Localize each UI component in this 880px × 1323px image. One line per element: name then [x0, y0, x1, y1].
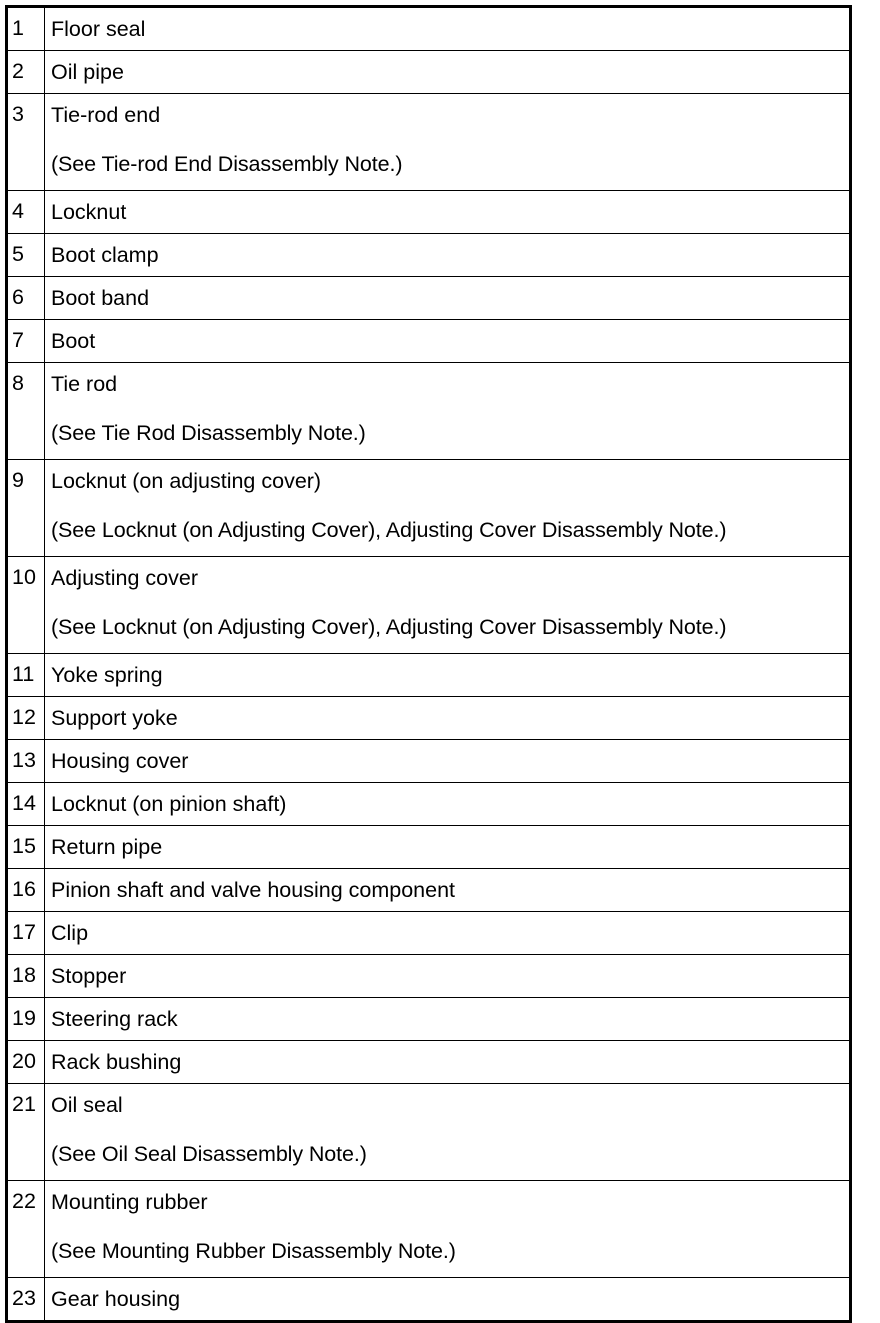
part-description	[45, 912, 851, 955]
part-name: Return pipe	[51, 835, 163, 859]
part-description	[45, 320, 851, 363]
part-description	[45, 1181, 851, 1278]
table-row	[7, 998, 851, 1041]
part-note: (See Tie Rod Disassembly Note.)	[51, 421, 366, 445]
part-name: Pinion shaft and valve housing component	[51, 878, 455, 902]
part-description	[45, 826, 851, 869]
parts-list-body	[7, 7, 851, 1322]
part-note: (See Tie-rod End Disassembly Note.)	[51, 152, 403, 176]
part-number: 10	[7, 557, 45, 654]
part-description	[45, 191, 851, 234]
part-number: 4	[7, 191, 45, 234]
part-description	[45, 460, 851, 557]
part-description	[45, 7, 851, 51]
part-description	[45, 1084, 851, 1181]
part-number: 23	[7, 1278, 45, 1322]
table-row	[7, 1278, 851, 1322]
part-name: Boot clamp	[51, 243, 159, 267]
part-name: Tie-rod end	[51, 103, 161, 127]
part-number: 18	[7, 955, 45, 998]
part-description	[45, 998, 851, 1041]
table-row	[7, 191, 851, 234]
part-number: 21	[7, 1084, 45, 1181]
table-row	[7, 460, 851, 557]
part-description	[45, 654, 851, 697]
table-row	[7, 697, 851, 740]
part-description	[45, 557, 851, 654]
part-description	[45, 740, 851, 783]
table-row	[7, 51, 851, 94]
part-name: Floor seal	[51, 17, 146, 41]
part-name: Steering rack	[51, 1007, 178, 1031]
table-row	[7, 234, 851, 277]
part-name: Locknut	[51, 200, 127, 224]
part-name: Oil pipe	[51, 60, 124, 84]
table-row	[7, 1084, 851, 1181]
table-row	[7, 912, 851, 955]
part-number: 2	[7, 51, 45, 94]
part-number: 13	[7, 740, 45, 783]
part-name: Support yoke	[51, 706, 178, 730]
part-name: Tie rod	[51, 372, 118, 396]
table-row	[7, 1181, 851, 1278]
part-number: 5	[7, 234, 45, 277]
part-name: Locknut (on adjusting cover)	[51, 469, 322, 493]
table-row	[7, 557, 851, 654]
part-name: Rack bushing	[51, 1050, 182, 1074]
part-number: 7	[7, 320, 45, 363]
part-name: Mounting rubber	[51, 1190, 208, 1214]
part-name: Stopper	[51, 964, 127, 988]
part-number: 12	[7, 697, 45, 740]
table-row	[7, 94, 851, 191]
part-description	[45, 51, 851, 94]
part-name: Adjusting cover	[51, 566, 198, 590]
part-description	[45, 869, 851, 912]
table-row	[7, 363, 851, 460]
part-number: 3	[7, 94, 45, 191]
part-description	[45, 94, 851, 191]
part-number: 14	[7, 783, 45, 826]
part-note: (See Oil Seal Disassembly Note.)	[51, 1142, 367, 1166]
part-description	[45, 955, 851, 998]
table-row	[7, 1041, 851, 1084]
part-number: 1	[7, 7, 45, 51]
table-row	[7, 7, 851, 51]
part-name: Clip	[51, 921, 89, 945]
part-description	[45, 1041, 851, 1084]
part-number: 16	[7, 869, 45, 912]
part-description	[45, 697, 851, 740]
table-row	[7, 955, 851, 998]
table-row	[7, 826, 851, 869]
part-number: 20	[7, 1041, 45, 1084]
part-description	[45, 277, 851, 320]
part-name: Boot	[51, 329, 96, 353]
part-name: Gear housing	[51, 1287, 181, 1311]
part-number: 22	[7, 1181, 45, 1278]
part-number: 8	[7, 363, 45, 460]
table-row	[7, 740, 851, 783]
part-description	[45, 363, 851, 460]
table-row	[7, 277, 851, 320]
part-name: Oil seal	[51, 1093, 123, 1117]
part-number: 11	[7, 654, 45, 697]
part-name: Locknut (on pinion shaft)	[51, 792, 287, 816]
part-name: Yoke spring	[51, 663, 163, 687]
part-number: 19	[7, 998, 45, 1041]
table-row	[7, 654, 851, 697]
part-number: 17	[7, 912, 45, 955]
table-row	[7, 320, 851, 363]
part-note: (See Locknut (on Adjusting Cover), Adjusting Cover Disassembly Note.)	[51, 615, 727, 639]
part-description	[45, 1278, 851, 1322]
part-number: 15	[7, 826, 45, 869]
part-name: Boot band	[51, 286, 150, 310]
part-number: 9	[7, 460, 45, 557]
part-description	[45, 783, 851, 826]
part-description	[45, 234, 851, 277]
part-number: 6	[7, 277, 45, 320]
part-note: (See Mounting Rubber Disassembly Note.)	[51, 1239, 456, 1263]
parts-list-table	[5, 5, 852, 1323]
table-row	[7, 869, 851, 912]
part-name: Housing cover	[51, 749, 189, 773]
part-note: (See Locknut (on Adjusting Cover), Adjusting Cover Disassembly Note.)	[51, 518, 727, 542]
table-row	[7, 783, 851, 826]
